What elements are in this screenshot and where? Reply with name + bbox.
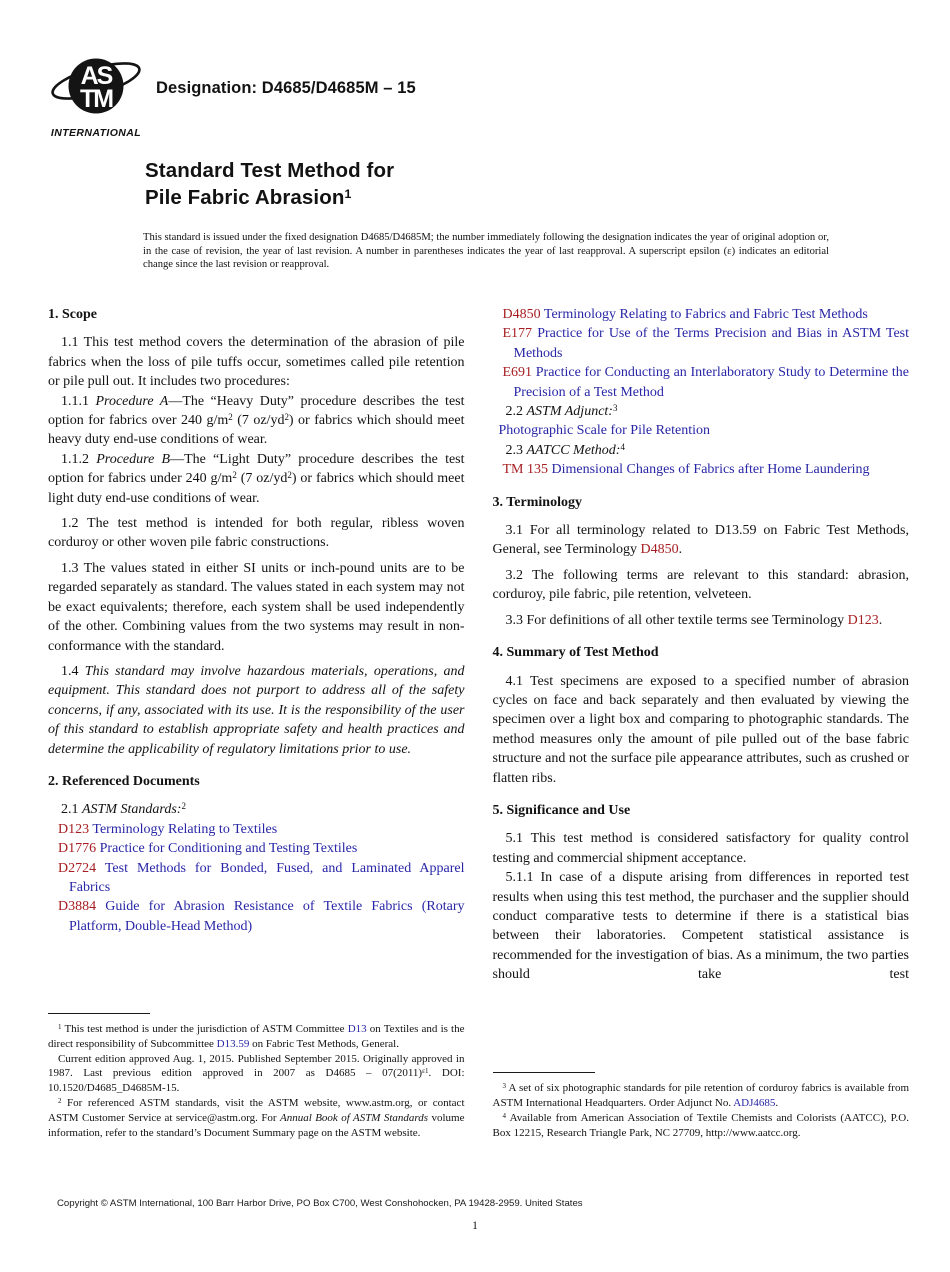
standard-link[interactable]: D123 bbox=[58, 821, 90, 837]
section-heading: 1. Scope bbox=[48, 307, 97, 322]
section-heading: 2. Referenced Documents bbox=[48, 773, 200, 789]
standard-link[interactable]: D1776 bbox=[58, 841, 97, 857]
reference-entry bbox=[48, 859, 465, 898]
text-span: Procedure B bbox=[96, 451, 171, 467]
superscript: 2 bbox=[58, 1097, 62, 1106]
paragraph: 5.1.1 In case of a dispute arising from differences in reported test results when using this test method, the purchaser and the supplier should conduct comparative tests to determine if there is a statistical bias between their laboratories. Competent statistical assistance is recommended for the investigation of bias. As a minimum, the two parties should take test bbox=[492, 870, 909, 983]
body-columns bbox=[48, 305, 909, 1141]
text-span: Annual Book of ASTM Standards bbox=[280, 1112, 429, 1125]
paragraph: 2.2 ASTM Adjunct:$^3$ bbox=[505, 403, 618, 420]
page-title-text: Pile Fabric Abrasion bbox=[145, 186, 345, 209]
reference-entry bbox=[493, 363, 910, 402]
section-heading: 4. Summary of Test Method bbox=[492, 645, 659, 661]
standard-link[interactable]: Test Methods for Bonded, Fused, and Laminated Apparel Fabrics bbox=[69, 860, 465, 895]
superscript: 2 bbox=[287, 470, 292, 481]
footnote: $^1$ This test method is under the jurisdiction of ASTM Committee D13 on Textiles and is the direct responsibility of Subcommittee D13.59 on Fabric Test Methods, General. bbox=[48, 1022, 465, 1050]
text-span: AATCC Method: bbox=[526, 442, 621, 458]
paragraph: 2.3 AATCC Method:$^4$ bbox=[505, 441, 625, 458]
standard-link[interactable]: Practice for Conditioning and Testing Textiles bbox=[99, 841, 358, 857]
paragraph: 3.2 The following terms are relevant to this standard: abrasion, corduroy, pile fabric, pile retention, velveteen. bbox=[492, 567, 909, 603]
superscript: 4 bbox=[502, 1112, 507, 1121]
standard-link[interactable]: Practice for Conducting an Interlaboratory Study to Determine the Precision of a Test Method bbox=[513, 365, 909, 400]
standard-link[interactable]: D13.59 bbox=[216, 1037, 250, 1050]
standard-link[interactable]: D4850 bbox=[640, 542, 679, 558]
standard-link[interactable]: D2724 bbox=[58, 860, 97, 876]
footnote: $^4$ Available from American Association of Textile Chemists and Colorists (AATCC), P.O. Box 12215, Research Triangle Park, NC 27709, http://www.aatcc.org. bbox=[492, 1112, 909, 1140]
standard-link[interactable]: Photographic Scale for Pile Retention bbox=[498, 423, 711, 439]
paragraph: 2.1 ASTM Standards:$^2$ bbox=[61, 801, 186, 818]
page-title-line1: Standard Test Method for bbox=[145, 159, 395, 182]
standard-link[interactable]: Dimensional Changes of Fabrics after Home Laundering bbox=[551, 462, 870, 478]
superscript: 2 bbox=[228, 412, 233, 422]
paragraph: 3.3 For definitions of all other textile terms see Terminology D123. bbox=[505, 612, 883, 628]
superscript: 2 bbox=[181, 801, 186, 812]
standard-link[interactable]: E177 bbox=[502, 326, 533, 342]
reference-entry bbox=[493, 305, 910, 324]
left-column bbox=[48, 305, 465, 1141]
standard-link[interactable]: TM 135 bbox=[502, 462, 548, 478]
reference-entry bbox=[493, 421, 910, 440]
paragraph: 1.1 This test method covers the determination of the abrasion of pile fabrics when the loss of pile tuffs occur, sometimes called pile retention or pile pull out. It includes two procedures: bbox=[48, 335, 465, 390]
page-number: 1 bbox=[472, 1220, 478, 1232]
paragraph: 1.1.2 Procedure B—The “Light Duty” procedure describes the test option for fabrics under 240 $g/m^2$ (7 $oz/yd^2$) or fabrics which should meet light duty end-use conditions of wear. bbox=[48, 451, 465, 506]
footnote-rule bbox=[48, 1013, 150, 1014]
superscript: 3 bbox=[502, 1082, 507, 1091]
standard-link[interactable]: Practice for Use of the Terms Precision and Bias in ASTM Test Methods bbox=[513, 326, 910, 361]
standard-link[interactable]: Terminology Relating to Fabrics and Fabric Test Methods bbox=[543, 307, 868, 322]
standard-link[interactable]: Terminology Relating to Textiles bbox=[92, 821, 278, 837]
title-footnote-marker: 1 bbox=[344, 186, 352, 201]
paragraph: 1.4 This standard may involve hazardous materials, operations, and equipment. This standard does not purport to address all of the safety concerns, if any, associated with its use. It is the responsibility of the user of this standard to establish appropriate safety and health practices and determine the applicability of regulatory limitations prior to use. bbox=[48, 663, 465, 757]
paragraph: 1.1.1 Procedure A—The “Heavy Duty” procedure describes the test option for fabrics over 240 $g/m^2$ (7 $oz/yd^2$) or fabrics which should meet heavy duty end-use conditions of wear. bbox=[48, 393, 465, 448]
logo-international-label: INTERNATIONAL bbox=[50, 127, 142, 139]
title-block bbox=[145, 157, 394, 211]
text-span: Procedure A bbox=[95, 393, 169, 409]
designation-label: Designation: D4685/D4685M – 15 bbox=[156, 79, 416, 97]
issuance-note: This standard is issued under the fixed designation D4685/D4685M; the number immediately following the designation indicates the year of original adoption or, in the case of revision, the year of last revision. A number in parentheses indicates the year of last reapproval. A superscript epsilon (ε) indicates an editorial change since the last revision or reapproval. bbox=[143, 232, 829, 271]
footnote: $^2$ For referenced ASTM standards, visit the ASTM website, www.astm.org, or contact ASTM Customer Service at service@astm.org. For Annual Book of ASTM Standards volume information, refer to the standard’s Document Summary page on the ASTM website. bbox=[48, 1097, 465, 1140]
standard-link[interactable]: D4850 bbox=[502, 307, 541, 322]
page-title-line2 bbox=[145, 184, 394, 211]
text-span: ASTM Standards: bbox=[82, 802, 182, 818]
standard-link[interactable]: E691 bbox=[502, 365, 533, 381]
superscript: ε1 bbox=[422, 1067, 429, 1076]
standard-link[interactable]: D123 bbox=[847, 612, 879, 628]
superscript: 4 bbox=[620, 441, 625, 452]
paragraph: 3.1 For all terminology related to D13.59 on Fabric Test Methods, General, see Terminology D4850. bbox=[492, 523, 909, 558]
reference-entry bbox=[48, 897, 465, 936]
paragraph: 1.3 The values stated in either SI units or inch-pound units are to be regarded separately as standard. The values stated in each system may not be exact equivalents; therefore, each system shall be used independently of the other. Combining values from the two systems may result in non-conformance with the standard. bbox=[48, 560, 465, 654]
footnotes-block bbox=[48, 1013, 465, 1141]
reference-entry bbox=[493, 460, 910, 479]
superscript: 2 bbox=[232, 470, 237, 481]
footnote: $^3$ A set of six photographic standards for pile retention of corduroy fabrics is available from ASTM International Headquarters. Order Adjunct No. ADJ4685. bbox=[492, 1082, 909, 1110]
reference-entry bbox=[48, 820, 465, 839]
standard-link[interactable]: ADJ4685 bbox=[733, 1097, 776, 1110]
paragraph: 1.2 The test method is intended for both regular, ribless woven corduroy or other woven pile fabric constructions. bbox=[48, 516, 465, 551]
standard-link[interactable]: D13 bbox=[347, 1022, 367, 1035]
copyright-line: Copyright © ASTM International, 100 Barr Harbor Drive, PO Box C700, West Conshohocken, PA 19428-2959. United States bbox=[57, 1198, 583, 1209]
text-span: This standard may involve hazardous materials, operations, and equipment. This standard does not purport to address all of the safety concerns, if any, associated with its use. It is the responsibility of the user of this standard to establish appropriate safety and health practices and determine the applicability of regulatory limitations prior to use. bbox=[48, 663, 465, 757]
reference-entry bbox=[493, 324, 910, 363]
header bbox=[48, 55, 416, 139]
section-heading: 3. Terminology bbox=[492, 494, 582, 510]
svg-text:TM: TM bbox=[79, 85, 113, 113]
footnote-rule bbox=[493, 1072, 595, 1073]
svg-text:AS: AS bbox=[80, 62, 112, 90]
standard-link[interactable]: D3884 bbox=[58, 899, 97, 915]
right-column bbox=[493, 305, 910, 1141]
astm-globe-icon bbox=[48, 55, 144, 121]
paragraph: 4.1 Test specimens are exposed to a specified number of abrasion cycles on face and back separately and then evaluated by viewing the specimen over a light box and comparing to photographic standards. The method measures only the amount of pile pulled out of the base fabric structure and not the surface pile appearance attributes, such as crushed or flatten ribs. bbox=[492, 673, 909, 786]
standard-link[interactable]: Guide for Abrasion Resistance of Textile Fabrics (Rotary Platform, Double-Head Method) bbox=[69, 899, 465, 934]
reference-entry bbox=[48, 839, 465, 858]
footnote: Current edition approved Aug. 1, 2015. Published September 2015. Originally approved in 1987. Last previous edition approved in 2007 as $D4685 - 07(2011)^{\varepsilon 1}$. DOI: 10.1520/D4685_D4685M-15. bbox=[48, 1052, 465, 1095]
superscript: 3 bbox=[612, 403, 618, 413]
section-heading: 5. Significance and Use bbox=[492, 802, 631, 818]
paragraph: 5.1 This test method is considered satisfactory for quality control testing and commercial shipment acceptance. bbox=[492, 831, 909, 866]
text-span: ASTM Adjunct: bbox=[526, 404, 613, 420]
footnotes-block bbox=[493, 1072, 910, 1141]
astm-logo bbox=[48, 55, 144, 139]
superscript: 2 bbox=[284, 412, 289, 422]
superscript: 1 bbox=[58, 1022, 62, 1031]
